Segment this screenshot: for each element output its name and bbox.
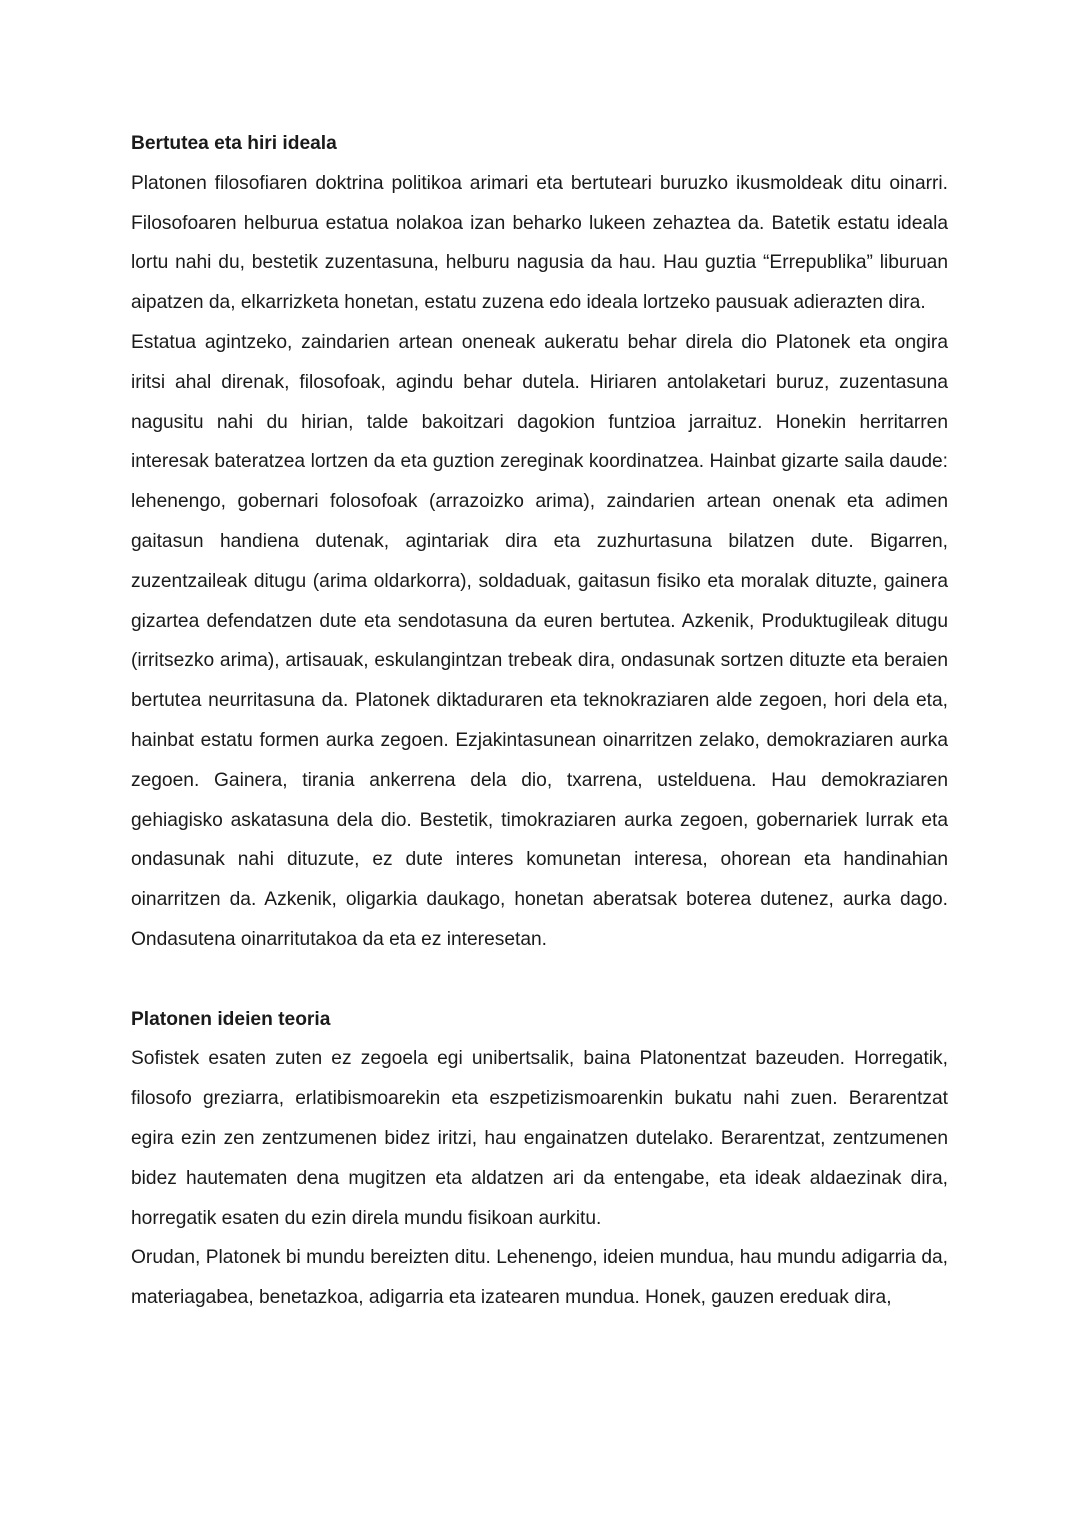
document-body bbox=[131, 124, 948, 1318]
section-spacer bbox=[131, 960, 948, 1000]
section-bertutea bbox=[131, 124, 948, 960]
paragraph: Orudan, Platonek bi mundu bereizten ditu. Lehenengo, ideien mundua, hau mundu adigarria da, materiagabea, benetazkoa, adigarria eta izatearen mundua. Honek, gauzen ereduak dira, bbox=[131, 1247, 948, 1309]
section-ideien-teoria bbox=[131, 1000, 948, 1318]
paragraph: Sofistek esaten zuten ez zegoela egi unibertsalik, baina Platonentzat bazeuden. Horregatik, filosofo greziarra, erlatibismoarekin eta eszpetizismoarenkin bukatu nahi zuen. Berarentzat egira ezin zen zentzumenen bidez iritzi, hau engainatzen dutelako. Berarentzat, zentzumenen bidez hautematen dena mugitzen eta aldatzen ari da entengabe, eta ideak aldaezinak dira, horregatik esaten du ezin direla mundu fisikoan aurkitu. bbox=[131, 1048, 948, 1229]
paragraph: Estatua agintzeko, zaindarien artean oneneak aukeratu behar direla dio Platonek eta ongira iritsi ahal direnak, filosofoak, agindu behar dutela. Hiriaren antolaketari buruz, zuzentasuna nagusitu nahi du hirian, talde bakoitzari dagokion funtzioa jarraituz. Honekin herritarren interesak bateratzea lortzen da eta guztion zereginak koordinatzea. Hainbat gizarte saila daude: lehenengo, gobernari folosofoak (arrazoizko arima), zaindarien artean onenak eta adimen gaitasun handiena dutenak, agintariak dira eta zuzhurtasuna bilatzen dute. Bigarren, zuzentzaileak ditugu (arima oldarkorra), soldaduak, gaitasun fisiko eta moralak dituzte, gainera gizartea defendatzen dute eta sendotasuna da euren bertutea. Azkenik, Produktugileak ditugu (irritsezko arima), artisauak, eskulangintzan trebeak dira, ondasunak sortzen dituzte eta beraien bertutea neurritasuna da. Platonek diktaduraren eta teknokraziaren alde zegoen, hori dela eta, hainbat estatu formen aurka zegoen. Ezjakintasunean oinarritzen zelako, demokraziaren aurka zegoen. Gainera, tirania ankerrena dela dio, txarrena, ustelduena. Hau demokraziaren gehiagisko askatasuna dela dio. Bestetik, timokraziaren aurka zegoen, gobernariek lurrak eta ondasunak nahi dituzute, ez dute interes komunetan interesa, ohorean eta handinahian oinarritzen da. Azkenik, oligarkia daukago, honetan aberatsak boterea dutenez, aurka dago. Ondasutena oinarritutakoa da eta ez interesetan. bbox=[131, 331, 948, 950]
paragraph: Platonen filosofiaren doktrina politikoa arimari eta bertuteari buruzko ikusmoldeak ditu oinarri. Filosofoaren helburua estatua nolakoa izan beharko lukeen zehaztea da. Batetik estatu ideala lortu nahi du, bestetik zuzentasuna, helburu nagusia da hau. Hau guztia “Errepublika” liburuan aipatzen da, elkarrizketa honetan, estatu zuzena edo ideala lortzeko pausuak adierazten dira. bbox=[131, 172, 948, 314]
section-heading: Platonen ideien teoria bbox=[131, 1008, 331, 1030]
section-heading: Bertutea eta hiri ideala bbox=[131, 133, 337, 154]
